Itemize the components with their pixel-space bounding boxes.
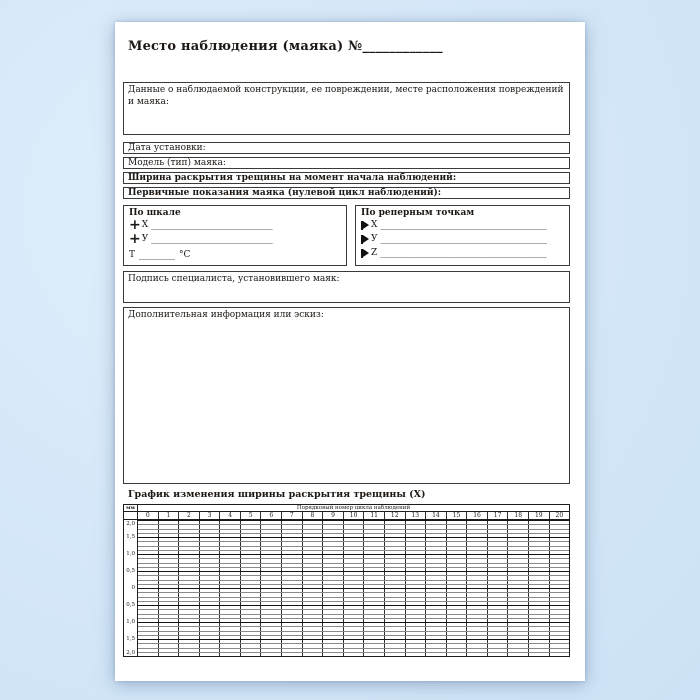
y-axis-label: 1,0	[126, 551, 135, 557]
grid-cell	[323, 653, 344, 656]
grid-cell	[488, 653, 509, 656]
install-date-label: Дата установки:	[128, 143, 206, 153]
cycle-number: 6	[261, 512, 282, 519]
grid-cell	[344, 653, 365, 656]
scale-y-blank-line: ___________________________	[151, 234, 273, 244]
y-axis-label: 0	[131, 585, 135, 591]
reference-x-label: X	[371, 220, 378, 230]
temperature-unit: °С	[179, 249, 191, 260]
grid-cell	[241, 653, 262, 656]
cycle-number: 19	[529, 512, 550, 519]
y-axis-label: 1,5	[126, 534, 135, 540]
cycle-number: 1	[159, 512, 180, 519]
scale-box-title: По шкале	[129, 208, 181, 218]
crack-width-label: Ширина раскрытия трещины на момент начала наблюдений:	[128, 173, 457, 183]
y-axis-labels	[124, 520, 138, 656]
cycle-number: 10	[344, 512, 365, 519]
caliper-icon	[361, 221, 370, 230]
additional-info-field	[123, 307, 570, 484]
cycle-number-row	[124, 512, 569, 520]
cycle-number: 8	[303, 512, 324, 519]
chart-title: График изменения ширины раскрытия трещины (X)	[128, 489, 426, 500]
cycle-number: 0	[138, 512, 159, 519]
scale-x-blank-line: ___________________________	[151, 220, 273, 230]
grid-body	[138, 520, 569, 656]
cycle-group-label: Порядковый номер цикла наблюдений	[296, 505, 411, 511]
grid-cell	[467, 653, 488, 656]
grid-cell	[138, 653, 159, 656]
cycle-number: 11	[364, 512, 385, 519]
grid-cell	[385, 653, 406, 656]
reference-points-box	[355, 205, 570, 266]
cycle-number: 4	[220, 512, 241, 519]
reference-y-blank-line: _____________________________________	[380, 234, 548, 244]
construction-data-field	[123, 82, 570, 135]
unit-label-cell: мм	[124, 505, 138, 511]
cycle-number: 16	[467, 512, 488, 519]
reference-y-label: У	[371, 234, 378, 244]
readings-columns	[123, 205, 570, 266]
grid-cell	[364, 653, 385, 656]
grid-cell	[179, 653, 200, 656]
grid-cell	[282, 653, 303, 656]
crack-width-field	[123, 172, 570, 184]
initial-readings-field	[123, 187, 570, 199]
grid-cell	[200, 653, 221, 656]
crack-width-chart	[123, 504, 570, 657]
y-axis-label: 2,0	[126, 649, 135, 656]
scale-x-label: X	[141, 220, 149, 230]
cycle-number: 17	[488, 512, 509, 519]
page-title: Место наблюдения (маяка) №____________	[128, 39, 443, 54]
reference-box-title: По реперным точкам	[361, 208, 475, 218]
y-axis-label: 0,5	[126, 602, 135, 608]
chart-header-group-row	[124, 505, 569, 512]
additional-info-label: Дополнительная информация или эскиз:	[128, 310, 324, 320]
scale-x-row	[124, 218, 346, 232]
axis-spacer-cell	[124, 512, 138, 519]
grid-cell	[508, 653, 529, 656]
cycle-number: 7	[282, 512, 303, 519]
temperature-row	[124, 247, 346, 262]
grid-cell	[406, 653, 427, 656]
reference-z-label: Z	[371, 248, 378, 258]
cycle-number: 18	[508, 512, 529, 519]
reference-z-blank-line: _____________________________________	[380, 248, 547, 258]
caliper-icon	[361, 235, 370, 244]
chart-body	[124, 520, 569, 656]
cycle-number: 2	[179, 512, 200, 519]
construction-data-label: Данные о наблюдаемой конструкции, ее повреждении, месте расположения повреждений и маяка:	[128, 85, 564, 107]
model-field	[123, 157, 570, 169]
cycle-number: 20	[555, 512, 564, 519]
plus-icon: +	[129, 232, 141, 246]
scale-readings-box	[123, 205, 347, 266]
temperature-label: Т	[129, 249, 136, 260]
install-date-field	[123, 142, 570, 154]
y-axis-label: 1,5	[126, 636, 135, 642]
grid-cell	[426, 653, 447, 656]
y-axis-label: 1,0	[126, 619, 135, 625]
signature-label: Подпись специалиста, установившего маяк:	[128, 274, 340, 284]
y-axis-label: 2,0	[126, 520, 135, 527]
grid-cell	[159, 653, 180, 656]
grid-cell	[303, 653, 324, 656]
cycle-number: 12	[385, 512, 406, 519]
cycle-number: 14	[426, 512, 447, 519]
grid-cell	[447, 653, 468, 656]
reference-z-row	[356, 246, 569, 260]
cycle-number: 9	[323, 512, 344, 519]
temperature-blank-line: ________	[139, 249, 176, 260]
caliper-icon	[361, 249, 370, 258]
reference-y-row	[356, 232, 569, 246]
cycle-number: 13	[406, 512, 427, 519]
model-label: Модель (тип) маяка:	[128, 158, 226, 168]
grid-cell	[220, 653, 241, 656]
document-page	[115, 22, 585, 681]
scale-y-row	[124, 232, 346, 246]
grid-cell	[529, 653, 550, 656]
grid-row	[138, 652, 569, 656]
plus-icon: +	[129, 218, 141, 232]
y-axis-label: 0,5	[126, 568, 135, 574]
grid-cell	[261, 653, 282, 656]
cycle-number: 5	[241, 512, 262, 519]
cycle-number: 15	[447, 512, 468, 519]
grid-cell	[550, 653, 570, 656]
reference-x-row	[356, 218, 569, 232]
document-content	[115, 39, 585, 657]
cycle-number: 3	[200, 512, 221, 519]
scale-y-label: У	[141, 234, 149, 244]
signature-field	[123, 271, 570, 303]
initial-readings-label: Первичные показания маяка (нулевой цикл наблюдений):	[128, 188, 442, 198]
reference-x-blank-line: _____________________________________	[380, 220, 547, 230]
